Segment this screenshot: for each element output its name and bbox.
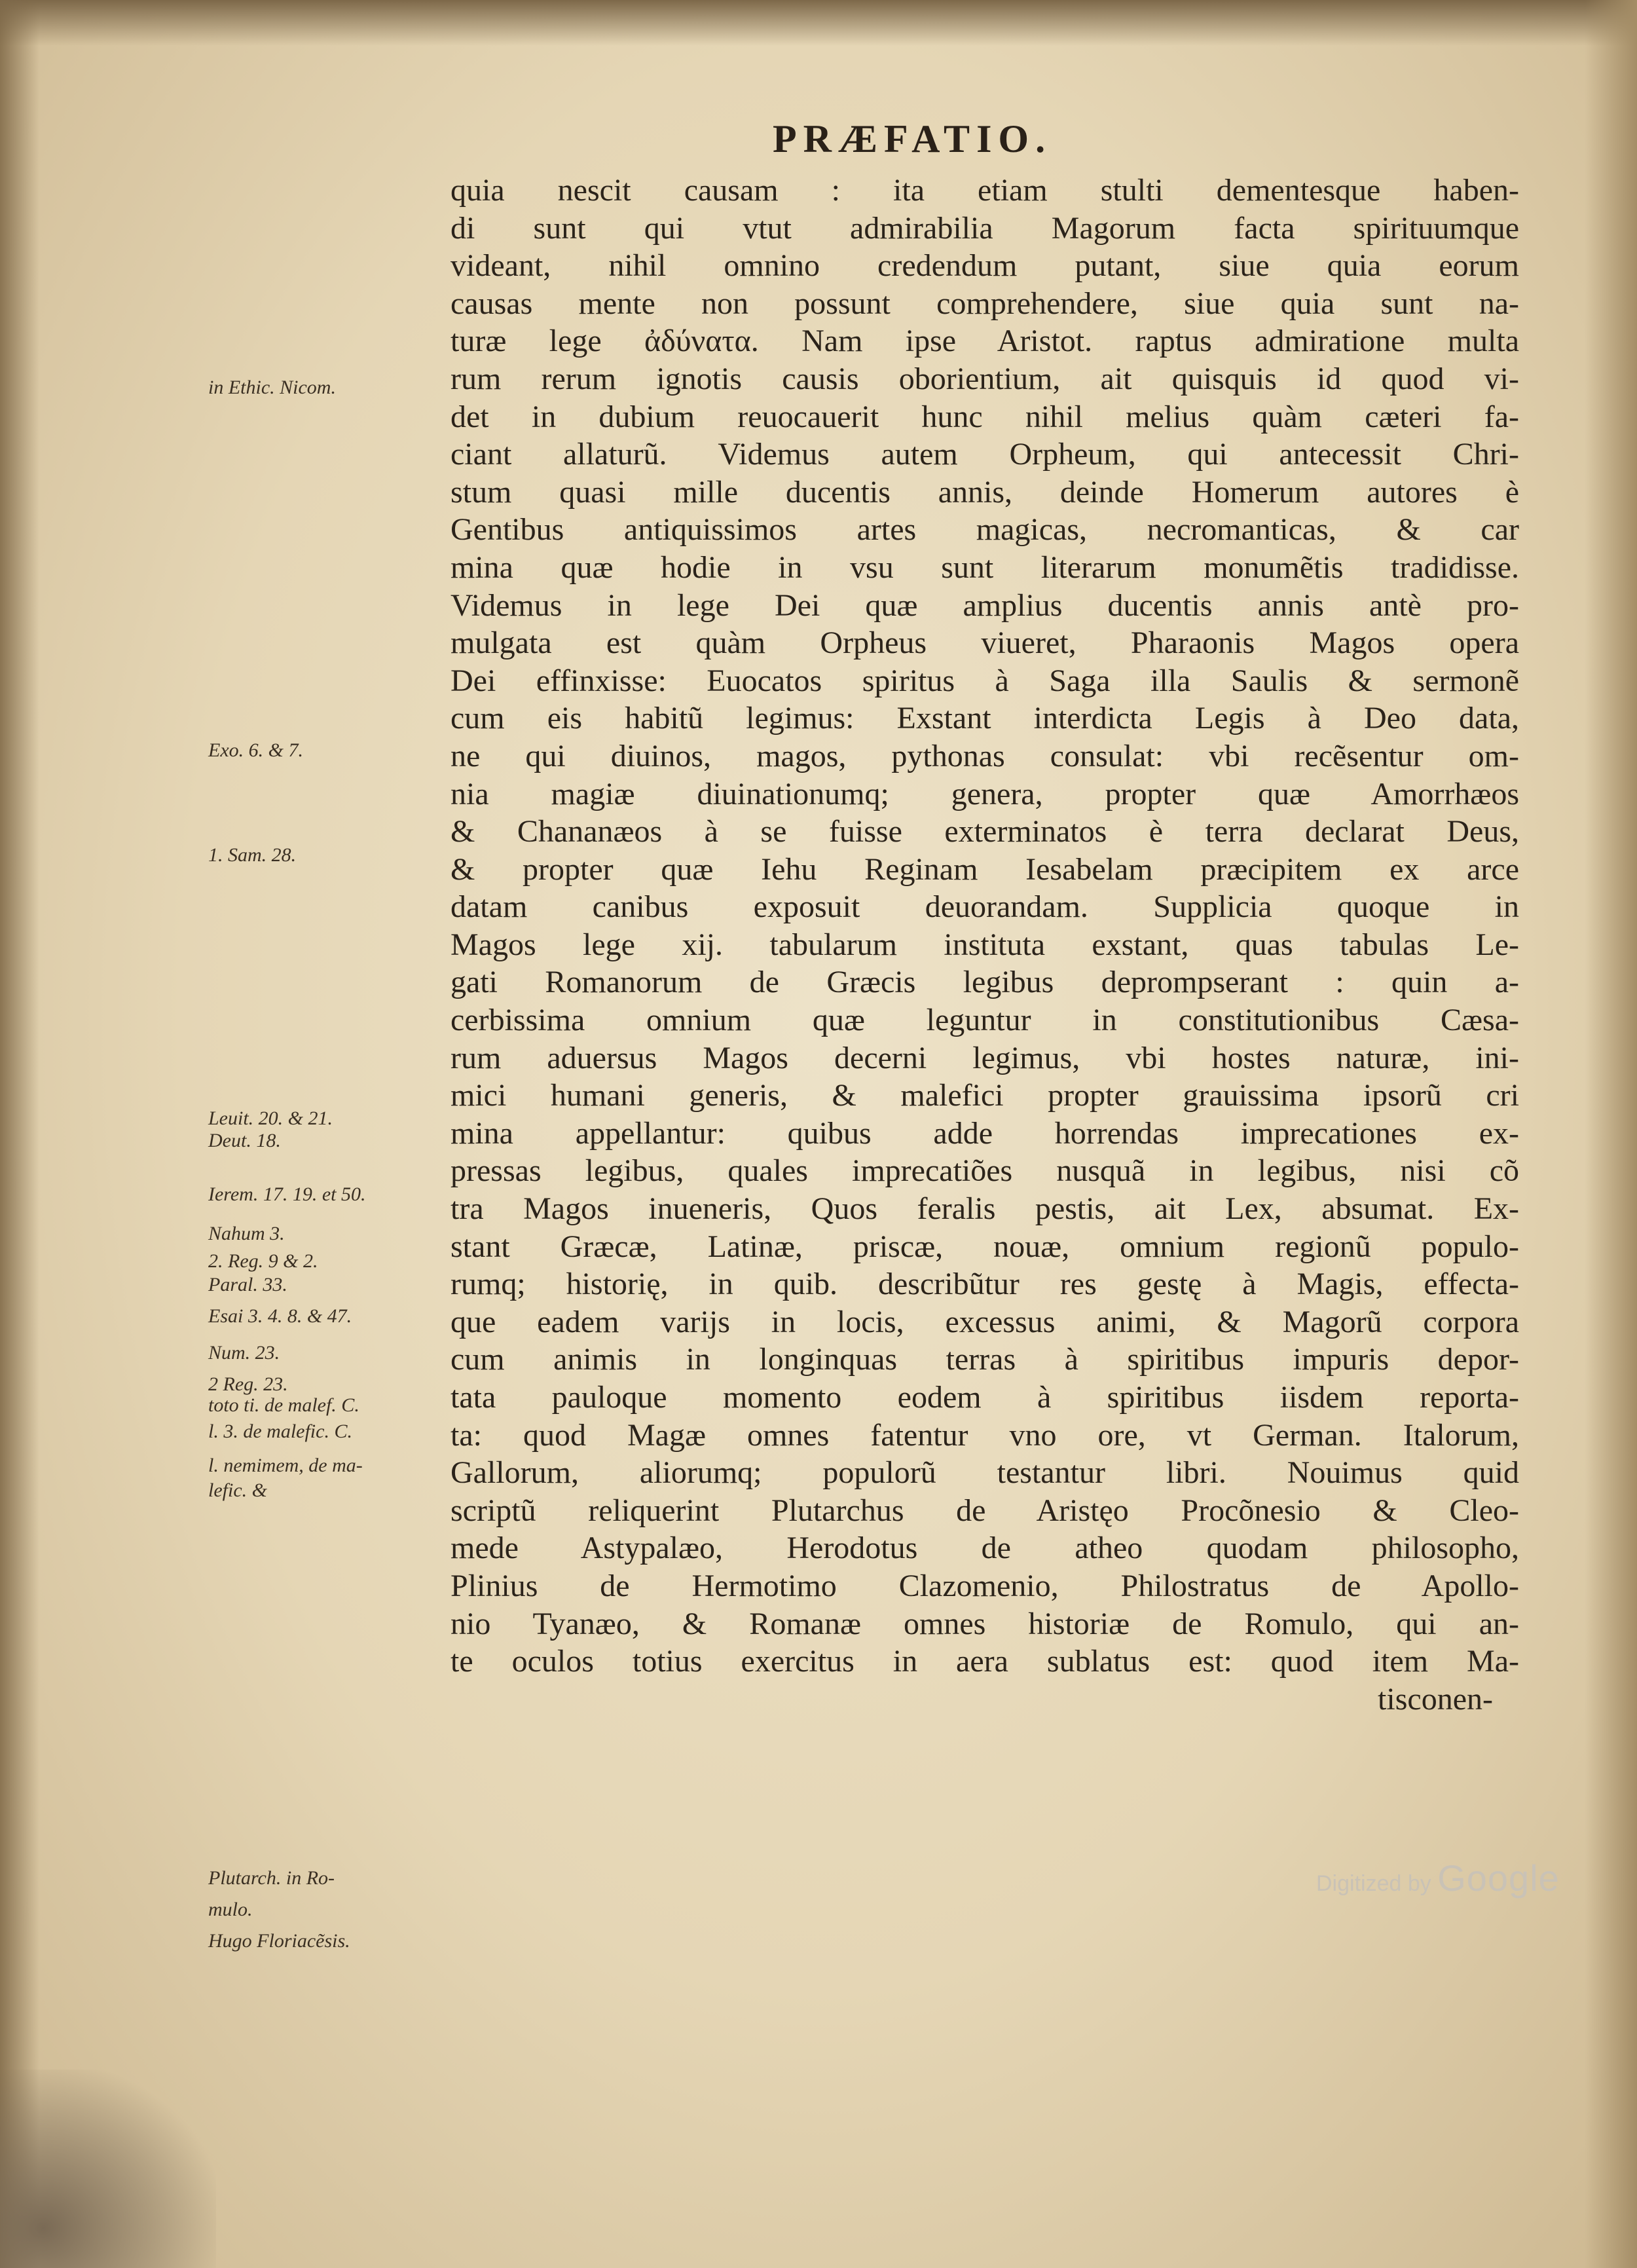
- text-line: gati Romanorum de Græcis legibus deprompserant : quin a-: [451, 965, 1519, 1000]
- running-head: PRÆFATIO.: [773, 117, 1052, 160]
- text-line: & Chananæos à se fuisse exterminatos è terra declarat Deus,: [451, 814, 1519, 849]
- margin-note: Deut. 18.: [208, 1130, 281, 1151]
- margin-note: Paral. 33.: [208, 1274, 287, 1295]
- text-line: ne qui diuinos, magos, pythonas consulat: vbi recẽsentur om-: [451, 738, 1519, 773]
- text-line: quia nescit causam : ita etiam stulti dementesque haben-: [451, 173, 1519, 208]
- text-line: Gallorum, aliorumq; populorũ testantur libri. Nouimus quid: [451, 1455, 1519, 1491]
- text-line: que eadem varijs in locis, excessus animi, & Magorũ corpora: [451, 1304, 1519, 1339]
- text-line: rumq; historię, in quib. describũtur res gestę à Magis, effecta-: [451, 1267, 1519, 1302]
- text-line: mina appellantur: quibus adde horrendas imprecationes ex-: [451, 1115, 1519, 1151]
- margin-note: l. 3. de malefic. C.: [208, 1421, 352, 1442]
- text-line: mede Astypalæo, Herodotus de atheo quodam philosopho,: [451, 1531, 1519, 1566]
- text-line: Magos lege xij. tabularum instituta exstant, quas tabulas Le-: [451, 927, 1519, 962]
- text-line: mina quæ hodie in vsu sunt literarum monumẽtis tradidisse.: [451, 549, 1519, 585]
- text-line: & propter quæ Iehu Reginam Iesabelam præcipitem ex arce: [451, 851, 1519, 887]
- watermark-brand: Google: [1437, 1857, 1560, 1899]
- margin-note: Hugo Floriacẽsis.: [208, 1930, 350, 1952]
- margin-note: Num. 23.: [208, 1342, 280, 1364]
- margin-note: Plutarch. in Ro-: [208, 1867, 335, 1889]
- text-line: nia magiæ diuinationumq; genera, propter quæ Amorrhæos: [451, 776, 1519, 811]
- text-line: stum quasi mille ducentis annis, deinde Homerum autores è: [451, 474, 1519, 510]
- margin-note: 2 Reg. 23.: [208, 1373, 288, 1395]
- margin-note: 1. Sam. 28.: [208, 844, 297, 866]
- margin-note: Ierem. 17. 19. et 50.: [208, 1183, 366, 1205]
- text-line: causas mente non possunt comprehendere, siue quia sunt na-: [451, 286, 1519, 321]
- text-line: tata pauloque momento eodem à spiritibus iisdem reporta-: [451, 1380, 1519, 1415]
- text-line: mici humani generis, & malefici propter grauissima ipsorũ cri: [451, 1078, 1519, 1113]
- text-line: mulgata est quàm Orpheus viueret, Pharaonis Magos opera: [451, 625, 1519, 661]
- margin-note: Nahum 3.: [208, 1223, 285, 1244]
- text-line: Dei effinxisse: Euocatos spiritus à Saga illa Saulis & sermonẽ: [451, 663, 1519, 698]
- text-line: datam canibus exposuit deuorandam. Supplicia quoque in: [451, 889, 1519, 925]
- text-line: tra Magos inueneris, Quos feralis pestis, ait Lex, absumat. Ex-: [451, 1191, 1519, 1227]
- text-line: stant Græcæ, Latinæ, priscæ, nouæ, omnium regionũ populo-: [451, 1229, 1519, 1264]
- text-line: nio Tyanæo, & Romanæ omnes historiæ de Romulo, qui an-: [451, 1606, 1519, 1641]
- watermark-prefix: Digitized by: [1316, 1871, 1431, 1896]
- text-line: videant, nihil omnino credendum putant, siue quia eorum: [451, 248, 1519, 284]
- margin-notes: [0, 0, 458, 2268]
- text-line: Plinius de Hermotimo Clazomenio, Philostratus de Apollo-: [451, 1568, 1519, 1603]
- margin-note: Exo. 6. & 7.: [208, 739, 303, 761]
- margin-note: mulo.: [208, 1899, 253, 1920]
- margin-note: in Ethic. Nicom.: [208, 377, 336, 398]
- text-line: cum animis in longinquas terras à spiritibus impuris depor-: [451, 1342, 1519, 1377]
- text-line: rum rerum ignotis causis oborientium, ait quisquis id quod vi-: [451, 361, 1519, 396]
- page-edge-shadow-right: [1585, 0, 1637, 2268]
- margin-note: lefic. &: [208, 1479, 267, 1501]
- margin-note: l. nemimem, de ma-: [208, 1455, 363, 1476]
- digitized-watermark: [1316, 1857, 1560, 1899]
- text-line: di sunt qui vtut admirabilia Magorum facta spirituumque: [451, 210, 1519, 246]
- text-line: det in dubium reuocauerit hunc nihil melius quàm cæteri fa-: [451, 399, 1519, 434]
- text-line: rum aduersus Magos decerni legimus, vbi hostes naturæ, ini-: [451, 1040, 1519, 1075]
- text-line: te oculos totius exercitus in aera sublatus est: quod item Ma-: [451, 1644, 1519, 1679]
- text-line: cum eis habitũ legimus: Exstant interdicta Legis à Deo data,: [451, 701, 1519, 736]
- margin-note: toto ti. de malef. C.: [208, 1394, 359, 1416]
- text-line: pressas legibus, quales imprecatiões nusquã in legibus, nisi cõ: [451, 1153, 1519, 1189]
- margin-note: Esai 3. 4. 8. & 47.: [208, 1305, 352, 1327]
- text-line: Videmus in lege Dei quæ amplius ducentis annis antè pro-: [451, 587, 1519, 623]
- margin-note: 2. Reg. 9 & 2.: [208, 1250, 318, 1272]
- body-text: [451, 172, 1519, 1718]
- catchword-line: tisconen-: [1378, 1681, 1493, 1717]
- margin-note: Leuit. 20. & 21.: [208, 1107, 333, 1129]
- text-line: cerbissima omnium quæ leguntur in constitutionibus Cæsa-: [451, 1003, 1519, 1038]
- text-line: Gentibus antiquissimos artes magicas, necromanticas, & car: [451, 512, 1519, 548]
- text-line: ciant allaturũ. Videmus autem Orpheum, qui antecessit Chri-: [451, 437, 1519, 472]
- text-line: ta: quod Magæ omnes fatentur vno ore, vt German. Italorum,: [451, 1417, 1519, 1453]
- text-line: turæ lege ἀδύνατα. Nam ipse Aristot. raptus admiratione multa: [451, 324, 1519, 359]
- text-line: scriptũ reliquerint Plutarchus de Aristęo Procõnesio & Cleo-: [451, 1493, 1519, 1528]
